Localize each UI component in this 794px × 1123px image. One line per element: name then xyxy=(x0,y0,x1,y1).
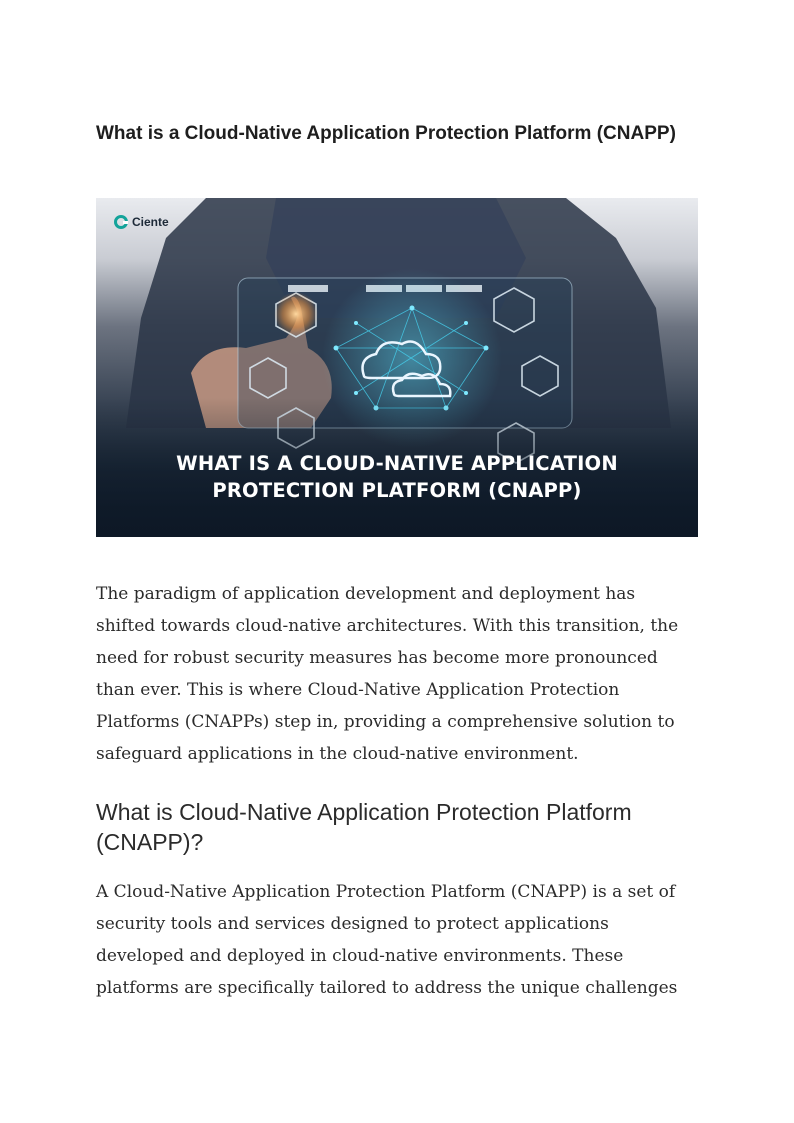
paragraph-line: safeguard applications in the cloud-native environment. xyxy=(96,744,579,764)
paragraph-line: The paradigm of application development and deployment has xyxy=(96,584,636,604)
paragraph-line: than ever. This is where Cloud-Native Application Protection xyxy=(96,680,620,700)
heading-line: (CNAPP)? xyxy=(96,829,204,855)
logo-text: Ciente xyxy=(132,215,169,229)
paragraph-line: shifted towards cloud-native architectures. With this transition, the xyxy=(96,616,679,636)
heading-line: What is Cloud-Native Application Protection Platform xyxy=(96,799,632,825)
paragraph-line: need for robust security measures has become more pronounced xyxy=(96,648,658,668)
hero-caption-line: PROTECTION PLATFORM (CNAPP) xyxy=(212,479,582,502)
hero-caption-line: WHAT IS A CLOUD-NATIVE APPLICATION xyxy=(176,452,618,475)
ciente-logo-icon xyxy=(114,215,128,229)
paragraph-line: security tools and services designed to protect applications xyxy=(96,914,609,934)
paragraph-line: developed and deployed in cloud-native environments. These xyxy=(96,946,624,966)
paragraph-line: A Cloud-Native Application Protection Platform (CNAPP) is a set of xyxy=(96,882,676,902)
intro-paragraph xyxy=(96,578,696,770)
paragraph-line: Platforms (CNAPPs) step in, providing a comprehensive solution to xyxy=(96,712,675,732)
hero-caption xyxy=(96,450,698,504)
paragraph-line: platforms are specifically tailored to address the unique challenges xyxy=(96,978,678,998)
definition-paragraph xyxy=(96,876,696,1004)
ciente-logo xyxy=(114,215,169,229)
page-title: What is a Cloud-Native Application Protection Platform (CNAPP) xyxy=(96,123,676,144)
section-heading xyxy=(96,797,696,857)
hero-image xyxy=(96,198,698,537)
